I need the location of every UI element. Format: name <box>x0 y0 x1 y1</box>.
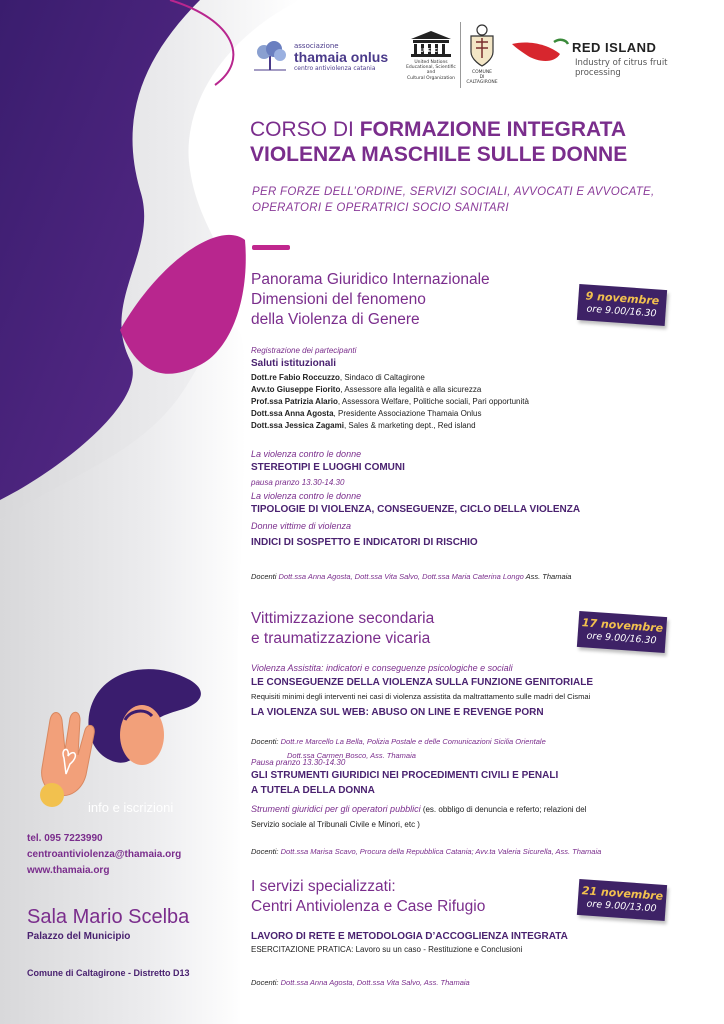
session3-date: 21 novembre <box>581 884 664 903</box>
session2-title-line1: Vittimizzazione secondaria <box>251 610 435 627</box>
comune-text-1: COMUNE <box>471 70 493 75</box>
contact-email[interactable]: centroantiviolenza@thamaia.org <box>27 849 182 860</box>
greeting-item <box>251 408 691 420</box>
unesco-logo <box>403 28 459 88</box>
subtitle <box>252 184 655 216</box>
docenti-line2: Dott.ssa Carmen Bosco, Ass. Thamaia <box>287 751 416 760</box>
greeting-name: Dott.re Fabio Roccuzzo <box>251 373 340 382</box>
logo-divider <box>460 22 461 88</box>
unesco-text-2: Educational, Scientific and <box>406 65 456 76</box>
session3-docenti <box>251 970 470 989</box>
docenti-label: Docenti: <box>251 737 281 746</box>
session1-docenti <box>251 564 571 583</box>
subtitle-line1: PER FORZE DELL’ORDINE, SERVIZI SOCIALI, AVVOCATI E AVVOCATE, <box>252 186 655 198</box>
docenti-names: Dott.ssa Anna Agosta, Dott.ssa Vita Salvo, Dott.ssa Maria Caterina Longo <box>278 572 524 581</box>
docenti-line1: Dott.re Marcello La Bella, Polizia Postale e delle Comunicazioni Sicilia Orientale <box>280 737 546 746</box>
greeting-item <box>251 384 691 396</box>
session1-lunch: pausa pranzo 13.30-14.30 <box>251 478 345 487</box>
session1-title <box>251 270 490 330</box>
red-island-name: RED ISLAND <box>572 40 657 55</box>
title-bold: FORMAZIONE INTEGRATA <box>359 118 627 141</box>
contact-phone[interactable]: tel. 095 7223990 <box>27 833 103 844</box>
topic3-note-line1: (es. obbligo di denuncia e referto; relazioni del <box>420 805 587 814</box>
session2-topic1-heading: LE CONSEGUENZE DELLA VIOLENZA SULLA FUNZIONE GENITORIALE <box>251 677 594 688</box>
greeting-item <box>251 372 691 384</box>
topic3-note-line2: Servizio sociale al Tribunali Civile e Minori, etc ) <box>251 820 420 829</box>
session1-greetings-list <box>251 372 691 432</box>
red-island-tagline: Industry of citrus fruit processing <box>575 58 668 78</box>
session1-topic3-heading: INDICI DI SOSPETTO E INDICATORI DI RISCHIO <box>251 537 478 548</box>
session1-greetings-title: Saluti istituzionali <box>251 358 337 369</box>
thamaia-line2: thamaia onlus <box>294 49 389 65</box>
session3-date-badge <box>577 879 667 921</box>
venue-sub: Palazzo del Municipio <box>27 931 131 942</box>
contact-website[interactable]: www.thamaia.org <box>27 865 110 876</box>
page-title-line1 <box>250 117 626 143</box>
session1-time: ore 9.00/16.30 <box>586 303 657 320</box>
session2-topic1-note: Requisiti minimi degli interventi nei casi di violenza assistita da maltrattamento sulle madri del Cismai <box>251 692 591 701</box>
docenti-label: Docenti <box>251 572 279 581</box>
session3-title-line1: I servizi specializzati: <box>251 878 396 895</box>
session1-title-line1: Panorama Giuridico Internazionale <box>251 271 490 288</box>
docenti-assoc: Ass. Thamaia <box>523 572 572 581</box>
session1-title-line3: della Violenza di Genere <box>251 311 420 328</box>
session2-date-badge <box>577 611 667 653</box>
session3-note: ESERCITAZIONE PRATICA: Lavoro su un caso - Restituzione e Conclusioni <box>251 945 523 954</box>
venue-name: Sala Mario Scelba <box>27 906 190 928</box>
topic3-label: Strumenti giuridici per gli operatori pubblici <box>251 804 421 814</box>
session2-time: ore 9.00/16.30 <box>586 630 657 647</box>
greeting-role: , Presidente Associazione Thamaia Onlus <box>333 409 482 418</box>
greeting-item <box>251 420 691 432</box>
session3-time: ore 9.00/13.00 <box>586 898 657 915</box>
greeting-item <box>251 396 691 408</box>
session1-date: 9 novembre <box>585 289 660 308</box>
comune-text-3: CALTAGIRONE <box>466 80 498 85</box>
greeting-name: Dott.ssa Anna Agosta <box>251 409 334 418</box>
subtitle-line2: OPERATORI E OPERATRICI SOCIO SANITARI <box>252 202 509 214</box>
session1-topic2-label: La violenza contro le donne <box>251 491 362 501</box>
unesco-mark: UNESCO <box>420 48 442 54</box>
greeting-role: , Assessore alla legalità e alla sicurezza <box>340 385 482 394</box>
session2-topic3-heading-line2: A TUTELA DELLA DONNA <box>251 785 375 796</box>
tree-icon <box>250 40 290 72</box>
title-prefix: CORSO DI <box>250 118 360 141</box>
session2-lunch: Pausa pranzo 13.30-14.30 <box>251 758 346 767</box>
session1-topic2-heading: TIPOLOGIE DI VIOLENZA, CONSEGUENZE, CICLO DELLA VIOLENZA <box>251 504 581 515</box>
red-island-logo <box>508 30 708 78</box>
comune-logo <box>464 24 500 88</box>
greeting-role: , Sales & marketing dept., Red island <box>343 421 476 430</box>
session1-topic3-label: Donne vittime di violenza <box>251 521 352 531</box>
session1-date-badge <box>577 284 667 326</box>
session2-topic3-desc <box>251 801 701 831</box>
woman-hand-illustration <box>30 650 220 820</box>
greeting-name: Dott.ssa Jessica Zagami <box>251 421 344 430</box>
session3-heading: LAVORO DI RETE E METODOLOGIA D’ACCOGLIENZA INTEGRATA <box>251 931 568 942</box>
session1-topic1-label: La violenza contro le donne <box>251 449 362 459</box>
session2-date: 17 novembre <box>581 616 664 635</box>
coat-of-arms-icon <box>468 24 496 68</box>
greeting-name: Avv.to Giuseppe Fiorito <box>251 385 341 394</box>
session3-title-line2: Centri Antiviolenza e Case Rifugio <box>251 898 486 915</box>
docenti-label: Docenti: <box>251 978 281 987</box>
district: Comune di Caltagirone - Distretto D13 <box>27 968 190 978</box>
greeting-role: , Assessora Welfare, Politiche sociali, Pari opportunità <box>337 397 529 406</box>
session2-title-line2: e traumatizzazione vicaria <box>251 630 431 647</box>
session1-title-line2: Dimensioni del fenomeno <box>251 291 426 308</box>
docenti-label: Docenti: <box>251 847 281 856</box>
session1-registration: Registrazione dei partecipanti <box>251 346 357 355</box>
docenti-names: Dott.ssa Anna Agosta, Dott.ssa Vita Salvo, Ass. Thamaia <box>280 978 470 987</box>
info-label: info e iscrizioni <box>88 800 174 815</box>
temple-icon <box>409 30 453 58</box>
session1-topic1-heading: STEREOTIPI E LUOGHI COMUNI <box>251 462 405 473</box>
session2-topic1-label: Violenza Assistita: indicatori e conseguenze psicologiche e sociali <box>251 663 513 673</box>
unesco-text-3: Cultural Organization <box>407 75 455 81</box>
session2-docenti2 <box>251 839 601 858</box>
session2-topic2-heading: LA VIOLENZA SUL WEB: ABUSO ON LINE E REVENGE PORN <box>251 707 544 718</box>
thamaia-line1: associazione <box>294 42 339 50</box>
greeting-name: Prof.ssa Patrizia Alario <box>251 397 338 406</box>
chili-pepper-icon <box>508 34 570 68</box>
unesco-text-1: United Nations <box>414 60 448 65</box>
greeting-role: , Sindaco di Caltagirone <box>339 373 425 382</box>
session3-title <box>251 877 485 917</box>
session2-title <box>251 609 434 649</box>
accent-bar <box>252 245 290 250</box>
thamaia-line3: centro antiviolenza catania <box>294 65 376 72</box>
docenti-names: Dott.ssa Marisa Scavo, Procura della Repubblica Catania; Avv.ta Valeria Sicurella, Ass. Thamaia <box>280 847 602 856</box>
page-title-line2: VIOLENZA MASCHILE SULLE DONNE <box>250 143 628 166</box>
session2-topic3-heading-line1: GLI STRUMENTI GIURIDICI NEI PROCEDIMENTI CIVILI E PENALI <box>251 770 559 781</box>
thamaia-logo <box>250 38 390 78</box>
comune-text-2: DI <box>479 75 485 80</box>
